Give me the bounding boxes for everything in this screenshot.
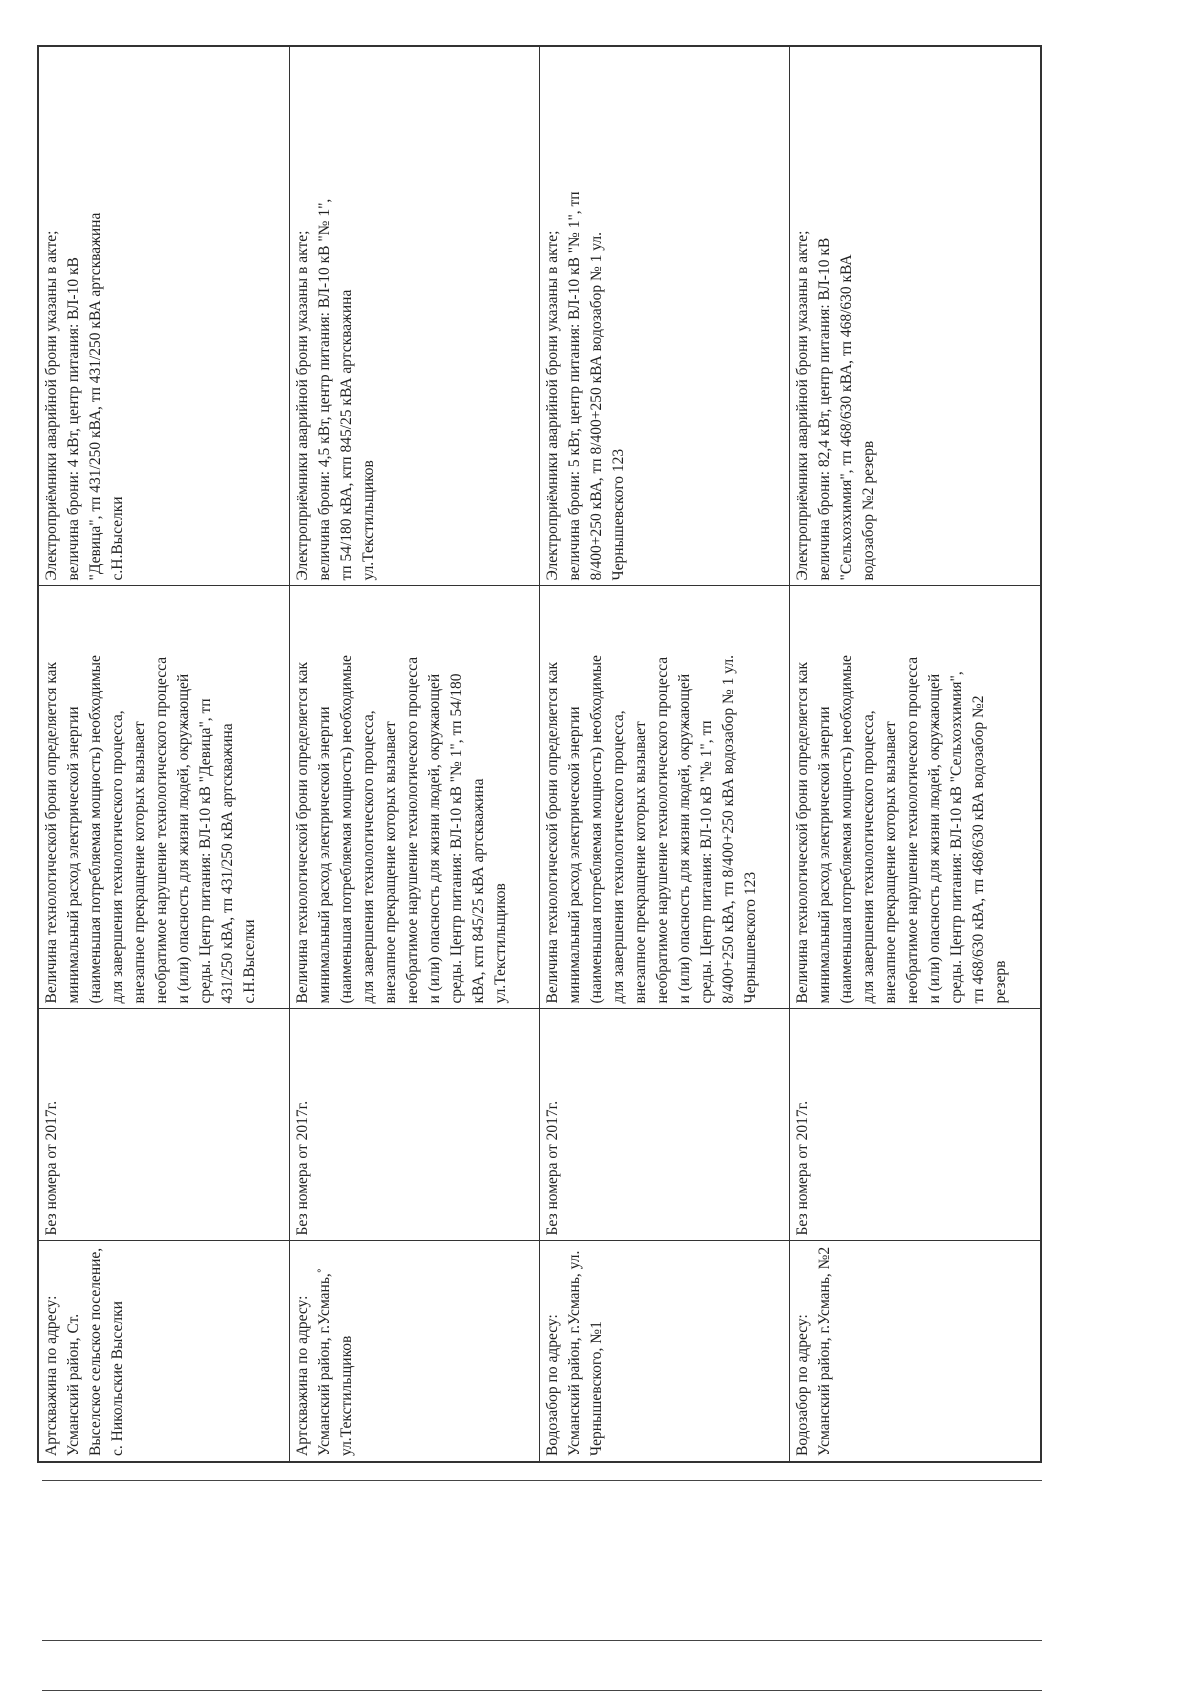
table-row [38,46,289,1462]
tech-reserve-cell: Величина технологической брони определяется как минимальный расход электрической энергии (наименьшая потребляемая мощность) необходимые для завершения технологического процесса, внезапное прекращение которых вызывает необратимое нарушение технологического процесса и (или) опасность для жизни людей, окружающей среды. Центр питания: ВЛ-10 кВ "№ 1", тп 8/400+250 кВА, тп 8/400+250 кВА водозабор № 1 ул. Чернышевского 123 [539,586,789,1009]
act-cell: Без номера от 2017г. [38,1009,289,1241]
object-cell: Артскважина по адресу: Усманский район, Ст. Выселское сельское поселение, с. Никольские Выселки [38,1241,289,1462]
rotated-table-container [37,47,1042,1463]
object-cell: Артскважина по адресу: Усманский район, г.Усмань,˚ ул.Текстильщиков [289,1241,539,1462]
page-rule [42,1690,1042,1691]
tech-reserve-cell: Величина технологической брони определяется как минимальный расход электрической энергии (наименьшая потребляемая мощность) необходимые для завершения технологического процесса, внезапное прекращение которых вызывает необратимое нарушение технологического процесса и (или) опасность для жизни людей, окружающей среды. Центр питания: ВЛ-10 кВ "Девица", тп 431/250 кВА, тп 431/250 кВА артскважина с.Н.Выселки [38,586,289,1009]
reserve-table [37,45,1042,1463]
act-cell: Без номера от 2017г. [289,1009,539,1241]
emergency-reserve-cell: Электроприёмники аварийной брони указаны в акте; величина брони: 4,5 кВт, центр питания: ВЛ-10 кВ "№ 1", тп 54/180 кВА, ктп 845/25 кВА артскважина ул.Текстильщиков [289,46,539,586]
table-row [289,46,539,1462]
table-row [790,46,1041,1462]
object-cell: Водозабор по адресу: Усманский район, г.Усмань, №2 [790,1241,1041,1462]
act-cell: Без номера от 2017г. [539,1009,789,1241]
page-rule [42,1480,1042,1481]
emergency-reserve-cell: Электроприёмники аварийной брони указаны в акте; величина брони: 82,4 кВт, центр питания: ВЛ-10 кВ "Сельхозхимия", тп 468/630 кВА, тп 468/630 кВА водозабор №2 резерв [790,46,1041,586]
table-row [539,46,789,1462]
emergency-reserve-cell: Электроприёмники аварийной брони указаны в акте; величина брони: 5 кВт, центр питания: ВЛ-10 кВ "№ 1", тп 8/400+250 кВА, тп 8/400+250 кВА водозабор № 1 ул. Чернышевского 123 [539,46,789,586]
tech-reserve-cell: Величина технологической брони определяется как минимальный расход электрической энергии (наименьшая потребляемая мощность) необходимые для завершения технологического процесса, внезапное прекращение которых вызывает необратимое нарушение технологического процесса и (или) опасность для жизни людей, окружающей среды. Центр питания: ВЛ-10 кВ "№ 1", тп 54/180 кВА, ктп 845/25 кВА артскважина ул.Текстильщиков [289,586,539,1009]
act-cell: Без номера от 2017г. [790,1009,1041,1241]
emergency-reserve-cell: Электроприёмники аварийной брони указаны в акте; величина брони: 4 кВт, центр питания: ВЛ-10 кВ "Девица", тп 431/250 кВА, тп 431/250 кВА артскважина с.Н.Выселки [38,46,289,586]
page-rule [42,1640,1042,1641]
tech-reserve-cell: Величина технологической брони определяется как минимальный расход электрической энергии (наименьшая потребляемая мощность) необходимые для завершения технологического процесса, внезапное прекращение которых вызывает необратимое нарушение технологического процесса и (или) опасность для жизни людей, окружающей среды. Центр питания: ВЛ-10 кВ "Сельхозхимия", тп 468/630 кВА, тп 468/630 кВА водозабор №2 резерв [790,586,1041,1009]
object-cell: Водозабор по адресу: Усманский район, г.Усмань, ул. Чернышевского, №1 [539,1241,789,1462]
